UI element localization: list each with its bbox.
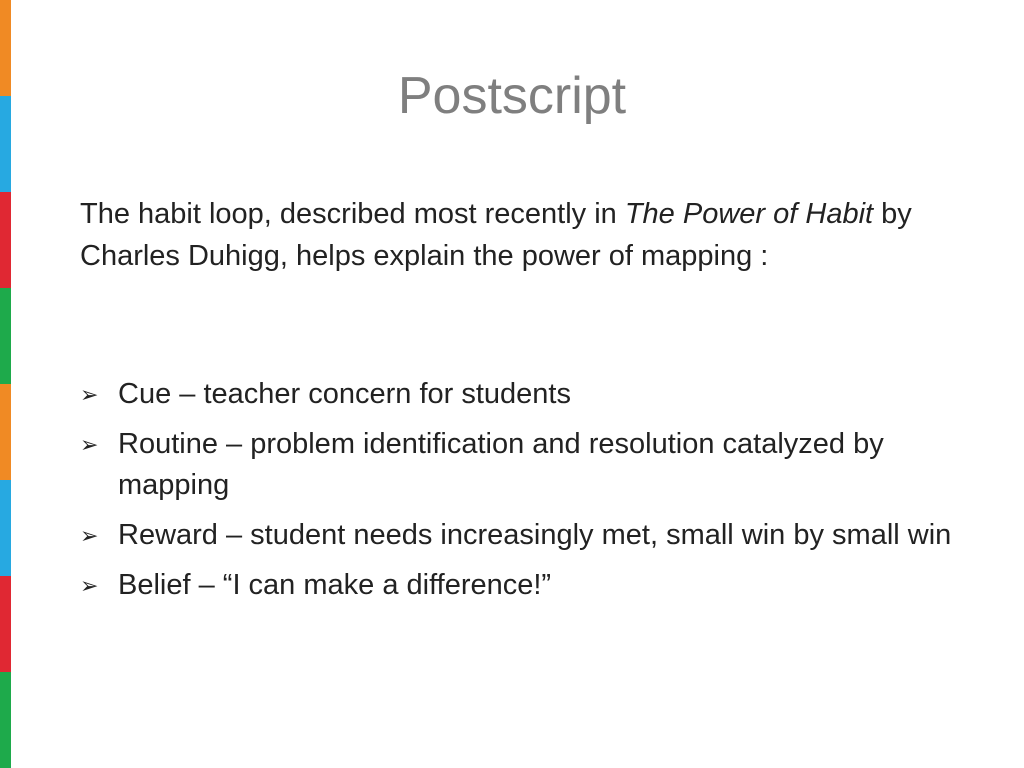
arrow-bullet-icon: ➢ xyxy=(80,432,99,457)
bullet-text: Cue – teacher concern for students xyxy=(118,378,571,410)
stripe-segment xyxy=(0,192,11,288)
bullet-text: Routine – problem identification and resolution catalyzed by mapping xyxy=(118,428,884,501)
intro-text-after: by Charles Duhigg, helps explain the power of mapping : xyxy=(80,198,912,272)
book-title: The Power of Habit xyxy=(624,198,874,230)
stripe-segment xyxy=(0,480,11,576)
stripe-segment xyxy=(0,576,11,672)
bullet-item xyxy=(80,515,990,556)
bullet-text: Reward – student needs increasingly met, small win by small win xyxy=(118,519,952,551)
bullet-item xyxy=(80,374,990,415)
bullet-item xyxy=(80,565,990,606)
slide-title: Postscript xyxy=(397,67,627,125)
stripe-segment xyxy=(0,384,11,480)
arrow-bullet-icon: ➢ xyxy=(80,382,99,407)
intro-paragraph xyxy=(80,193,960,277)
bullet-list xyxy=(80,374,990,615)
bullet-item xyxy=(80,424,990,506)
arrow-bullet-icon: ➢ xyxy=(80,573,99,598)
arrow-bullet-icon: ➢ xyxy=(80,523,99,548)
bullet-text: Belief – “I can make a difference!” xyxy=(118,569,552,601)
intro-text-before: The habit loop, described most recently in xyxy=(80,198,625,230)
stripe-segment xyxy=(0,288,11,384)
stripe-segment xyxy=(0,672,11,768)
